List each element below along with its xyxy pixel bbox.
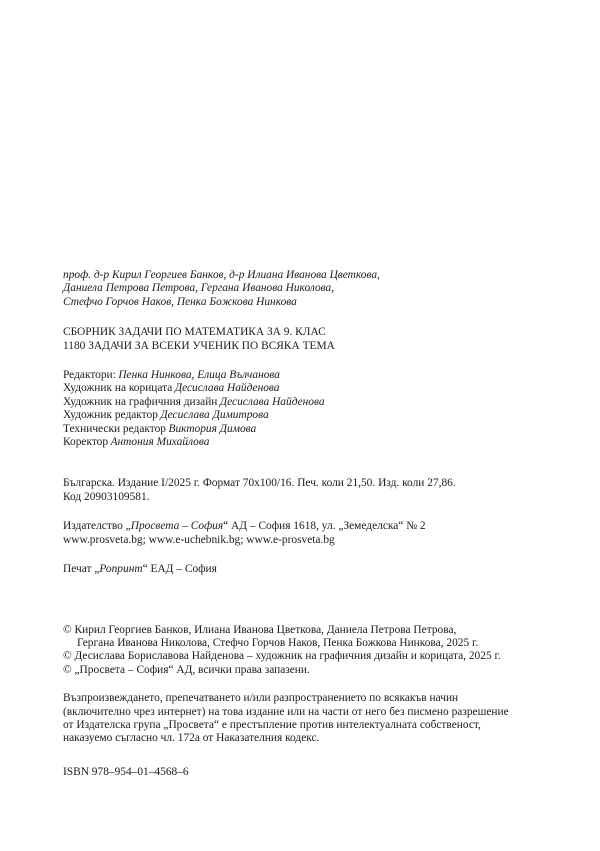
printer-block bbox=[63, 563, 560, 576]
book-subtitle-line: 1180 ЗАДАЧИ ЗА ВСЕКИ УЧЕНИК ПО ВСЯКА ТЕМА bbox=[63, 339, 335, 352]
author-line: Даниела Петрова Петрова, Гергана Иванова Николова, bbox=[63, 282, 335, 295]
staff-line-art-editor bbox=[63, 409, 560, 422]
staff-name: Десислава Найденова bbox=[219, 395, 325, 408]
publisher-block bbox=[63, 520, 560, 547]
publisher-prefix: Издателство „ bbox=[63, 520, 131, 533]
staff-line-proofreader bbox=[63, 436, 560, 449]
staff-name: Десислава Димитрова bbox=[160, 409, 269, 422]
staff-line-cover-artist bbox=[63, 382, 560, 395]
legal-notice-block bbox=[63, 692, 560, 746]
staff-role: Художник редактор bbox=[63, 409, 158, 422]
printer-name: Ропринт bbox=[99, 563, 143, 576]
isbn-line: ISBN 978–954–01–4568–6 bbox=[63, 765, 189, 778]
staff-role: Технически редактор bbox=[63, 422, 166, 435]
copyright-publisher-line: © „Просвета – София“ АД, всички права запазени. bbox=[63, 663, 310, 676]
staff-name: Пенка Нинкова, Елица Вълчанова bbox=[118, 369, 280, 382]
legal-notice-line: от Издателска група „Просвета“ е престъпление против интелектуалната собственост, bbox=[63, 718, 481, 731]
authors-block bbox=[63, 269, 560, 309]
copyright-designer-line: © Десислава Бориславова Найденова – художник на графичния дизайн и корицата, 2025 г. bbox=[63, 650, 501, 663]
staff-role: Художник на графичния дизайн bbox=[63, 395, 218, 408]
publisher-line bbox=[63, 520, 560, 533]
staff-role: Редактори: bbox=[63, 369, 116, 382]
book-title-line: СБОРНИК ЗАДАЧИ ПО МАТЕМАТИКА ЗА 9. КЛАС bbox=[63, 326, 326, 339]
printer-line bbox=[63, 563, 560, 576]
staff-name: Десислава Найденова bbox=[174, 382, 280, 395]
staff-name: Антония Михайлова bbox=[110, 436, 210, 449]
printer-prefix: Печат „ bbox=[63, 563, 100, 576]
publisher-name: Просвета – София bbox=[130, 520, 224, 533]
edition-info-line: Българска. Издание I/2025 г. Формат 70x100/16. Печ. коли 21,50. Изд. коли 27,86. bbox=[63, 477, 456, 490]
staff-line-technical-editor bbox=[63, 423, 560, 436]
publisher-websites: www.prosveta.bg; www.e-uchebnik.bg; www.e-prosveta.bg bbox=[63, 533, 335, 546]
publisher-address: “ АД – София 1618, ул. „Земеделска“ № 2 bbox=[223, 520, 426, 533]
book-title-block bbox=[63, 326, 560, 353]
legal-notice-line: наказуемо съгласно чл. 172а от Наказателния кодекс. bbox=[63, 732, 320, 745]
staff-name: Виктория Димова bbox=[168, 422, 257, 435]
edition-info-block bbox=[63, 477, 560, 504]
edition-code-line: Код 20903109581. bbox=[63, 490, 150, 503]
staff-credits-block bbox=[63, 369, 560, 449]
copyright-block bbox=[63, 624, 560, 678]
printer-suffix: “ ЕАД – София bbox=[142, 563, 217, 576]
author-line: Стефчо Горчов Наков, Пенка Божкова Нинкова bbox=[63, 295, 297, 308]
legal-notice-line: Възпроизвеждането, препечатването и/или разпространението по всякакъв начин bbox=[63, 692, 459, 705]
legal-notice-line: (включително чрез интернет) на това издание или на части от него без писмено разрешение bbox=[63, 705, 509, 718]
staff-role: Коректор bbox=[63, 436, 109, 449]
staff-line-editors bbox=[63, 369, 560, 382]
copyright-authors-line-continued: Гергана Иванова Николова, Стефчо Горчов Наков, Пенка Божкова Нинкова, 2025 г. bbox=[77, 636, 479, 649]
author-line: проф. д-р Кирил Георгиев Банков, д-р Илиана Иванова Цветкова, bbox=[63, 269, 380, 281]
staff-role: Художник на корицата bbox=[63, 382, 173, 395]
staff-line-graphic-designer bbox=[63, 396, 560, 409]
copyright-authors-line: © Кирил Георгиев Банков, Илиана Иванова Цветкова, Даниела Петрова Петрова, bbox=[63, 623, 457, 636]
